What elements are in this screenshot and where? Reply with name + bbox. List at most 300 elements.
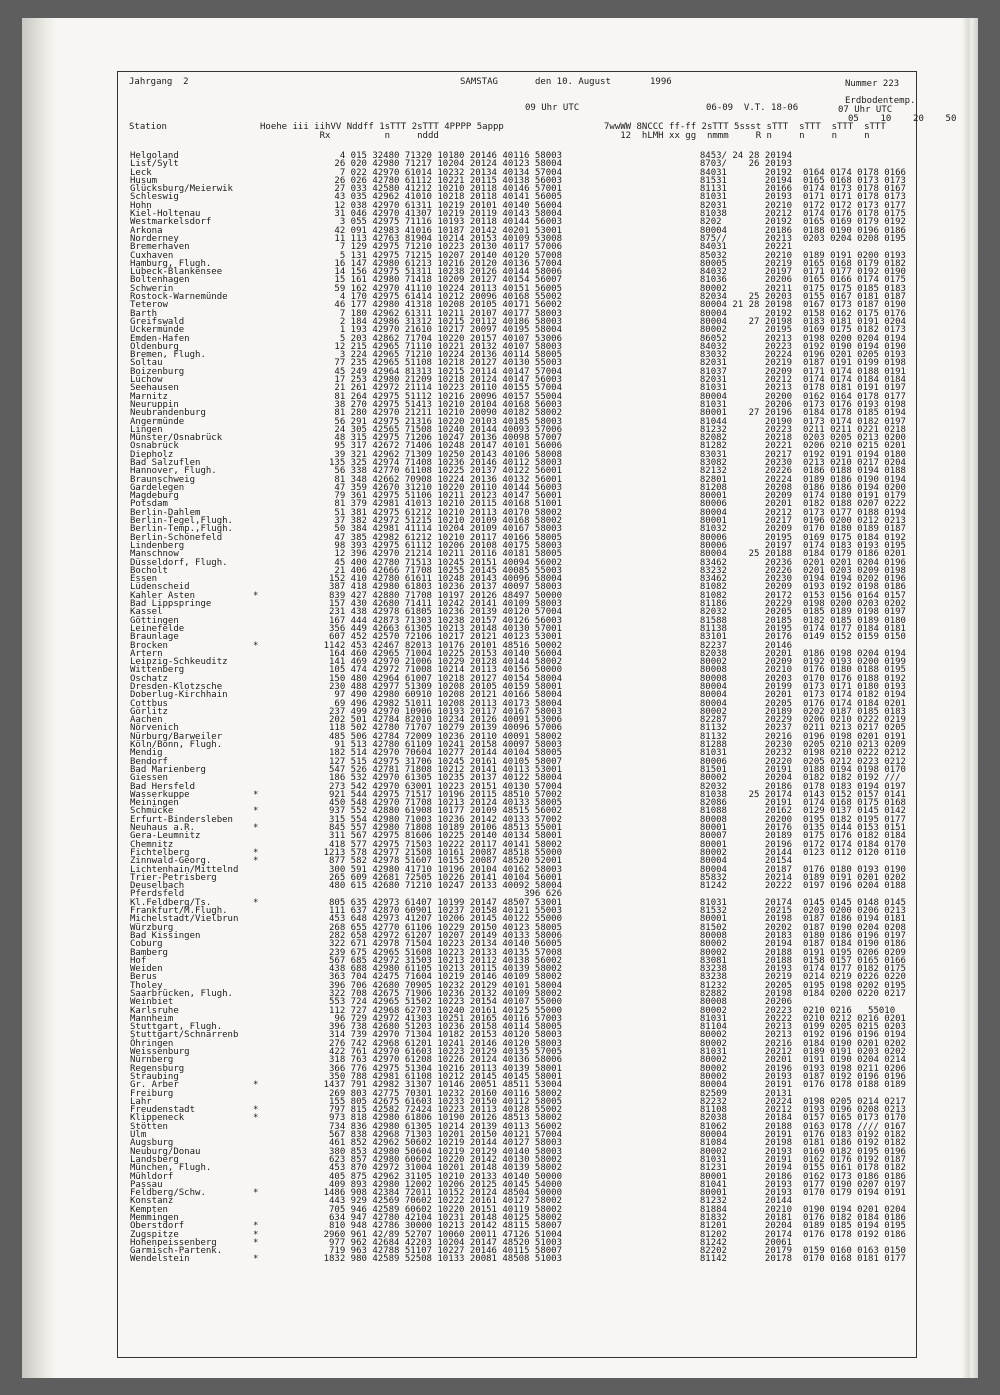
supplementary-values: 80007 20189: [699, 831, 792, 842]
station-name: Bad Kissingen: [130, 930, 201, 941]
station-name: Gr. Arber: [130, 1080, 179, 1091]
soil-temperatures: 0123 0112 0120 0110: [803, 847, 906, 858]
station-name: Wasserkuppe: [130, 789, 190, 800]
station-name: Passau: [130, 1179, 163, 1190]
station-name: Berlin-Schönefeld: [130, 532, 223, 543]
soil-temperatures: 0165 0166 0174 0175: [803, 275, 906, 286]
station-name: Dresden-Klotzsche: [130, 682, 223, 692]
soil-temperatures: 0196 0198 0201 0191: [803, 731, 906, 742]
supplementary-values: 80002 20193: [699, 1071, 792, 1082]
supplementary-values: 82509 20131: [699, 1088, 792, 1099]
synop-values: 282 658 42972 61207 10207 20149 40133 58006: [329, 930, 562, 941]
station-name: Marnitz: [130, 391, 168, 402]
soil-temperatures: 0172 0174 0184 0170: [803, 839, 906, 850]
supplementary-values: 80004 20187: [699, 864, 792, 875]
station-name: Karlsruhe: [130, 1005, 179, 1016]
soil-temperatures: 0182 0188 0207 0222: [803, 499, 906, 510]
station-name: Bendorf: [130, 756, 168, 767]
station-name: Rostock-Warnemünde: [130, 292, 228, 303]
station-name: Trier-Petrisberg: [130, 872, 217, 883]
synop-values: 239 675 42965 51608 10223 20133 40135 57008: [329, 947, 562, 958]
synop-values: 12 038 42970 61311 10219 20101 40140 56004: [334, 200, 562, 211]
supplementary-values: 81201 20204: [699, 1221, 792, 1232]
synop-values: 1486 908 42384 72011 10152 20124 48504 50000: [323, 1188, 562, 1199]
supplementary-values: 81038 20212: [699, 209, 792, 220]
synop-values: 95 317 42672 71406 10248 20147 40101 56006: [334, 441, 562, 452]
soil-temperatures: 0196 0200 0212 0213: [803, 516, 906, 527]
synop-values: 5 131 42975 71215 10207 20140 40120 57008: [339, 250, 562, 261]
synop-values: 56 338 42770 61108 10225 20137 40122 56001: [334, 466, 562, 477]
synop-values: 1213 578 42977 21508 10161 20087 48518 55000: [323, 847, 562, 858]
supplementary-values: 81208 20208: [699, 482, 792, 493]
soil-temperatures: 0205 0212 0223 0212: [803, 756, 906, 767]
supplementary-values: 81104 20213: [699, 1022, 792, 1033]
synop-values: 112 727 42968 62703 10240 20161 40125 55000: [329, 1005, 562, 1016]
station-name: Leinefelde: [130, 623, 185, 634]
station-name: Oberstdorf: [130, 1221, 185, 1232]
supplementary-values: 81031 20174: [699, 897, 792, 908]
synop-values: 69 496 42982 51011 10208 20113 40173 58004: [334, 698, 562, 709]
supplementary-values: 81037 20209: [699, 366, 792, 377]
supplementary-values: 80006 20220: [699, 756, 792, 767]
station-name: Boizenburg: [130, 366, 185, 377]
soil-temperatures: 0171 0177 0192 0190: [803, 267, 906, 278]
supplementary-values: 81041 20193: [699, 1179, 792, 1190]
soil-temperatures: 0198 0200 0204 0194: [803, 333, 906, 344]
station-name: München, Flugh.: [130, 1163, 212, 1174]
mountain-marker: *: [253, 1254, 259, 1265]
soil-temperatures: 0149 0152 0159 0150: [803, 632, 906, 643]
soil-temperatures: 0169 0175 0182 0173: [803, 325, 906, 336]
synop-values: 845 557 42980 71808 10189 20106 48513 55001: [329, 823, 562, 834]
soil-temperatures: 0157 0165 0173 0170: [803, 1113, 906, 1124]
synop-values: 937 552 42880 61908 10177 20109 48515 56002: [329, 806, 562, 817]
supplementary-values: 82801 20224: [699, 474, 792, 485]
station-name: Landsberg: [130, 1154, 179, 1165]
synop-values: 3 224 42965 71210 10224 20136 40114 58005: [339, 350, 562, 361]
synop-values: 2 184 42986 31312 10215 20112 40186 58003: [339, 316, 562, 327]
station-name: Tholey: [130, 980, 163, 991]
station-name: Lingen: [130, 424, 163, 435]
synop-values: 607 452 42570 72106 10217 20121 40123 53001: [329, 632, 562, 643]
synop-values: 47 359 42670 31210 10220 20110 40144 56003: [334, 482, 562, 493]
station-name: Schwerin: [130, 283, 174, 294]
supplementary-values: 80002 20189: [699, 706, 792, 717]
station-name: Lüdenscheid: [130, 582, 190, 593]
supplementary-values: 81082 20172: [699, 590, 792, 601]
soil-temperatures: 0173 0174 0182 0194: [803, 690, 906, 701]
station-name: Nürburg/Barweiler: [130, 731, 223, 742]
supplementary-values: 80002 20216: [699, 1038, 792, 1049]
soil-temperatures: 0176 0180 0188 0195: [803, 665, 906, 676]
supplementary-values: 84032 20197: [699, 267, 792, 278]
station-name: Weinbiet: [130, 997, 174, 1008]
supplementary-values: 81186 20229: [699, 599, 792, 610]
station-name: Freudenstadt: [130, 1105, 196, 1116]
station-name: Kl.Feldberg/Ts.: [130, 897, 212, 908]
synop-values: 59 162 42970 41110 10224 20113 40151 56005: [334, 283, 562, 294]
synop-values: 12 396 42970 21214 10211 20116 40181 58005: [334, 549, 562, 560]
synop-values: 315 554 42980 71003 10236 20142 40133 57002: [329, 814, 562, 825]
synop-values: 839 427 42880 71708 10197 20126 48497 50000: [329, 590, 562, 601]
weekday-label: SAMSTAG: [460, 77, 498, 87]
synop-values: 118 502 42780 71707 10279 20139 40096 57006: [329, 723, 562, 734]
soil-temperatures: 0193 0192 0198 0186: [803, 582, 906, 593]
station-name: Zugspitze: [130, 1229, 179, 1240]
station-name: Kahler Asten: [130, 590, 196, 601]
supplementary-values: 83101 20176: [699, 632, 792, 643]
station-name: Magdeburg: [130, 491, 179, 502]
soil-temperatures: 0175 0176 0182 0184: [803, 831, 906, 842]
binding-gutter: [22, 18, 56, 1378]
station-name: Berlin-Temp.,Flugh.: [130, 524, 233, 535]
synop-values: 350 788 42981 61108 10212 20145 40145 58001: [329, 1071, 562, 1082]
supplementary-values: 86052 20213: [699, 333, 792, 344]
supplementary-values: 81031 20232: [699, 748, 792, 759]
supplementary-values: 83462 20236: [699, 557, 792, 568]
soil-temperatures: 0184 0178 0185 0194: [803, 408, 906, 419]
synop-values: 186 532 42970 61305 10235 20137 40122 58004: [329, 773, 562, 784]
date-label: den 10. August: [535, 77, 611, 87]
supplementary-values: 81062 20188: [699, 1121, 792, 1132]
obs-time-heading: 09 Uhr UTC: [525, 103, 580, 113]
supplementary-values: 80004 20212: [699, 507, 792, 518]
station-name: Lindenberg: [130, 540, 185, 551]
soil-temperatures: 0162 0176 0192 0187: [803, 1154, 906, 1165]
supplementary-values: 80008 20183: [699, 930, 792, 941]
station-name: Gera-Leumnitz: [130, 831, 201, 842]
supplementary-values: 81132 20237: [699, 723, 792, 734]
synop-values: 322 671 42978 71504 10223 20134 40140 56005: [329, 939, 562, 950]
synop-values: 50 384 42981 41114 10204 20109 40167 58003: [334, 524, 562, 535]
supplementary-values: 82202 20179: [699, 1246, 792, 1257]
soil-temperatures: 0165 0168 0173 0173: [803, 175, 906, 186]
supplementary-values: 82032 20205: [699, 607, 792, 618]
supplementary-values: 80001 20209: [699, 491, 792, 502]
supplementary-values: 81084 20198: [699, 1138, 792, 1149]
station-name: Kiel-Holtenau: [130, 209, 201, 220]
synop-values: 56 291 42975 21316 10220 20103 40185 58003: [334, 416, 562, 427]
synop-values: 973 818 42980 61806 10190 20126 48513 58002: [329, 1113, 562, 1124]
supplementary-values: 81532 20215: [699, 906, 792, 917]
soil-temperatures: 0162 0173 0186 0186: [803, 1171, 906, 1182]
synop-values: 111 637 42870 60901 10237 20158 40121 55003: [329, 906, 562, 917]
soil-temperatures: 0187 0190 0204 0208: [803, 922, 906, 933]
station-name: Mendig: [130, 748, 163, 759]
soil-temperatures: 0180 0186 0196 0197: [803, 930, 906, 941]
supplementary-values: 80004 25 20188: [699, 549, 792, 560]
station-name: Uckermünde: [130, 325, 185, 336]
synop-values: 51 381 42975 61212 10210 20113 40170 58002: [334, 507, 562, 518]
supplementary-values: 81031 20206: [699, 399, 792, 410]
supplementary-values: 82287 20229: [699, 715, 792, 726]
station-name: Memmingen: [130, 1213, 179, 1223]
station-name: Fichtelberg: [130, 847, 190, 858]
soil-temperatures: 0213 0210 0217 0204: [803, 457, 906, 468]
synop-values: 21 261 42972 21114 10223 20110 40155 57004: [334, 383, 562, 394]
station-name: Erfurt-Bindersleben: [130, 814, 233, 825]
supplementary-values: 81032 20209: [699, 524, 792, 535]
soil-temperatures: 0170 0180 0189 0187: [803, 524, 906, 535]
synop-values: 26 026 42780 61112 10221 20115 40138 56003: [334, 175, 562, 186]
station-name: Angermünde: [130, 416, 185, 427]
station-name: Regensburg: [130, 1063, 185, 1074]
synop-values: 810 948 42786 30000 10213 20142 48115 58007: [329, 1221, 562, 1232]
synop-values: 152 410 42780 61611 10248 20143 40096 58004: [329, 574, 562, 585]
soil-temperatures: 0174 0177 0182 0175: [803, 964, 906, 975]
station-name: Hohn: [130, 200, 152, 211]
soil-temperatures: 0191 0195 0206 0209: [803, 947, 906, 958]
supplementary-values: 80001 20193: [699, 1188, 792, 1199]
soil-temperatures: 0192 0196 0196 0194: [803, 1030, 906, 1041]
right-column-codes: 7wwWW 8NCCC ff-ff 2sTTT 5ssst sTTT sTTT sTTT sTTT: [604, 122, 886, 132]
station-name: Wendelstein: [130, 1254, 190, 1265]
supplementary-values: 81242 20061: [699, 1237, 792, 1248]
synop-values: 17 253 42980 21209 10218 20124 40147 56003: [334, 375, 562, 386]
soil-temperatures: 0187 0186 0194 0181: [803, 914, 906, 925]
station-name: Feldberg/Schw.: [130, 1188, 206, 1199]
station-name: Freiburg: [130, 1088, 174, 1099]
station-name: Bremen, Flugh.: [130, 350, 206, 361]
station-name: Bad Lippspringe: [130, 599, 212, 610]
synop-values: 322 708 42675 71906 10236 20132 40109 58002: [329, 988, 562, 999]
soil-temperatures: 0185 0189 0198 0197: [803, 607, 906, 618]
station-name: Neubrandenburg: [130, 408, 206, 419]
supplementary-values: 81036 20206: [699, 275, 792, 286]
synop-values: 2960 961 42/89 52707 10060 20011 47126 51004: [323, 1229, 562, 1240]
soil-temperatures: 0189 0191 0200 0193: [803, 250, 906, 261]
station-name: Pferdsfeld: [130, 889, 185, 900]
station-name: Norderney: [130, 233, 179, 244]
soil-temperatures: 0195 0198 0202 0195: [803, 980, 906, 991]
synop-values: 623 857 42980 60602 10220 20142 40130 58002: [329, 1154, 562, 1165]
station-name: Leck: [130, 167, 152, 178]
supplementary-values: 80008 20203: [699, 673, 792, 684]
synop-values: 438 688 42980 61105 10213 20115 40139 58002: [329, 964, 562, 975]
station-name: Giessen: [130, 773, 168, 784]
synop-values: 3 055 42975 71116 10193 20118 40144 56003: [339, 217, 562, 228]
supplementary-values: 83031 20217: [699, 449, 792, 460]
soil-temperatures: 0203 0205 0213 0200: [803, 433, 906, 444]
station-name: Oschatz: [130, 673, 168, 684]
jahrgang-label: Jahrgang 2: [129, 77, 189, 87]
station-name: Oldenburg: [130, 341, 179, 352]
synop-values: 396 738 42680 51203 10236 20158 40114 58005: [329, 1022, 562, 1033]
synop-values: 91 513 42780 61109 10241 20158 40097 58003: [334, 740, 562, 751]
supplementary-values: 81108 20212: [699, 1105, 792, 1116]
synop-values: 37 382 42972 51215 10210 20109 40168 58002: [334, 516, 562, 527]
station-name: Seehausen: [130, 383, 179, 394]
station-name: Bremerhaven: [130, 242, 190, 253]
synop-values: 135 325 42974 71408 10236 20146 40112 58003: [329, 457, 562, 468]
soil-temperatures: 0188 0190 0196 0186: [803, 225, 906, 236]
soil-temperatures: 0145 0145 0148 0145: [803, 897, 906, 908]
supplementary-values: 81142 20178: [699, 1254, 792, 1265]
soil-temperatures: 0206 0210 0222 0219: [803, 715, 906, 726]
synop-values: 97 490 42980 60910 10208 20121 40166 58004: [334, 690, 562, 701]
supplementary-values: 82031 20212: [699, 375, 792, 386]
synop-values: 81 348 42662 70908 10224 20136 40132 56001: [334, 474, 562, 485]
soil-temperatures: 0198 0205 0214 0217: [803, 1096, 906, 1107]
supplementary-values: 81202 20174: [699, 1229, 792, 1240]
station-name: Neuhaus a.R.: [130, 823, 196, 834]
soil-temperatures: 0214 0219 0226 0220: [803, 972, 906, 983]
soil-temperatures: 0176 0183 0192 0182: [803, 1130, 906, 1141]
synop-values: 300 591 42980 41710 10196 20104 40162 58003: [329, 864, 562, 875]
supplementary-values: 80006 20197: [699, 540, 792, 551]
mountain-marker: *: [253, 1221, 259, 1232]
soil-temperatures: 0192 0191 0194 0180: [803, 449, 906, 460]
station-name: Görlitz: [130, 706, 168, 717]
soil-temperatures: 0182 0185 0189 0180: [803, 615, 906, 626]
soil-temperatures: 0174 0177 0184 0181: [803, 623, 906, 634]
station-name: List/Sylt: [130, 159, 179, 170]
mountain-marker: *: [253, 806, 259, 817]
soil-temperatures: 0165 0169 0179 0192: [803, 217, 906, 228]
synop-values: 634 947 42780 42104 10231 20148 40125 58002: [329, 1213, 562, 1223]
station-name: Doberlug-Kirchhain: [130, 690, 228, 701]
soil-temperatures: 0201 0201 0204 0196: [803, 557, 906, 568]
supplementary-values: 80002 20204: [699, 773, 792, 784]
soil-temperatures: 0169 0175 0184 0192: [803, 532, 906, 543]
supplementary-values: 80002 20211: [699, 283, 792, 294]
soil-temperatures: 0197 0196 0204 0188: [803, 881, 906, 892]
synop-values: 38 270 42975 51413 10210 20104 40168 56003: [334, 399, 562, 410]
soil-temperatures: 0174 0183 0193 0195: [803, 540, 906, 551]
synop-values: 231 438 42978 61805 10236 20139 40120 57004: [329, 607, 562, 618]
soil-temperatures: 0184 0179 0186 0201: [803, 549, 906, 560]
soil-temperatures: 0189 0191 0203 0202: [803, 1047, 906, 1058]
soil-temperatures: 0201 0203 0209 0198: [803, 565, 906, 576]
synop-values: 273 542 42970 63001 10223 20151 40130 57004: [329, 781, 562, 792]
station-name: Aachen: [130, 715, 163, 726]
supplementary-values: 82132 20226: [699, 466, 792, 477]
synop-values: 77 235 42965 51108 10218 20127 40130 55003: [334, 358, 562, 369]
station-name: Bad Salzuflen: [130, 457, 201, 468]
station-name: Helgoland: [130, 151, 179, 161]
supplementary-values: 80002 20144: [699, 847, 792, 858]
synop-values: 268 655 42770 61106 10229 20150 40123 58005: [329, 922, 562, 933]
supplementary-values: 81232 20223: [699, 424, 792, 435]
soil-temperatures: 0196 0201 0205 0193: [803, 350, 906, 361]
synop-values: 11 113 42763 81904 10214 20153 40109 53008: [334, 233, 562, 244]
soil-temperatures: 0186 0198 0204 0194: [803, 648, 906, 659]
soil-temperatures: 0155 0161 0178 0182: [803, 1163, 906, 1174]
synop-values: 5 203 42862 71704 10220 20157 40107 53006: [339, 333, 562, 344]
synop-values: 7 129 42975 71210 10223 20130 40117 57006: [339, 242, 562, 253]
supplementary-values: 84032 20223: [699, 341, 792, 352]
soil-temperatures: 0187 0192 0196 0196: [803, 1071, 906, 1082]
supplementary-values: 81232 20144: [699, 1196, 792, 1207]
station-name: Hohenpeissenberg: [130, 1237, 217, 1248]
synop-values: 39 321 42962 71309 10250 20143 40106 58008: [334, 449, 562, 460]
soil-temperatures: 0143 0152 0157 0141: [803, 789, 906, 800]
station-name: Lüchow: [130, 375, 163, 386]
soil-temperatures: 0186 0186 0194 0200: [803, 482, 906, 493]
synop-values: 24 305 42565 71508 10240 20144 40093 57006: [334, 424, 562, 435]
soil-time-heading: 07 Uhr UTC: [838, 105, 893, 115]
supplementary-values: 82038 20201: [699, 648, 792, 659]
soil-temperatures: 0158 0157 0165 0166: [803, 955, 906, 966]
synop-values: 4 170 42975 61414 10212 20096 40168 55002: [339, 292, 562, 303]
soil-temperatures: 0173 0174 0182 0197: [803, 416, 906, 427]
station-name: Augsburg: [130, 1138, 174, 1149]
mountain-marker: *: [253, 897, 259, 908]
synop-values: 366 776 42975 51304 10216 20113 40139 58001: [329, 1063, 562, 1074]
soil-temperatures: 0176 0178 0188 0189: [803, 1080, 906, 1091]
synop-values: 719 963 42788 51107 10227 20146 40115 58007: [329, 1246, 562, 1257]
synop-values: 164 460 42965 71004 10225 20153 40140 56004: [329, 648, 562, 659]
soil-temperatures: 0206 0210 0215 0201: [803, 441, 906, 452]
synop-values: 46 177 42980 41318 10208 20105 40171 56002: [334, 300, 562, 311]
synop-values: 567 685 42972 31503 10213 20112 40138 56002: [329, 955, 562, 966]
supplementary-values: 8453/ 24 28 20194: [699, 151, 792, 161]
station-name: Soltau: [130, 358, 163, 369]
supplementary-values: 82082 20218: [699, 433, 792, 444]
synop-values: 237 499 42970 10906 10193 20117 40167 58003: [329, 706, 562, 717]
mountain-marker: *: [253, 1229, 259, 1240]
supplementary-values: 80004 20201: [699, 690, 792, 701]
supplementary-values: 80006 20195: [699, 532, 792, 543]
soil-temperatures: 0176 0174 0184 0201: [803, 698, 906, 709]
supplementary-values: 80002 20193: [699, 1146, 792, 1157]
synop-values: 150 480 42964 61007 10218 20127 40154 58004: [329, 673, 562, 684]
soil-temperatures: 0195 0182 0195 0177: [803, 814, 906, 825]
supplementary-data-column: [612, 152, 792, 1264]
supplementary-values: 81502 20202: [699, 922, 792, 933]
supplementary-values: 81088 20162: [699, 806, 792, 817]
supplementary-values: 80001 20217: [699, 516, 792, 527]
supplementary-values: 83081 20188: [699, 955, 792, 966]
station-name: Bocholt: [130, 565, 168, 576]
mountain-marker: *: [253, 847, 259, 858]
station-name: Diepholz: [130, 449, 174, 460]
synop-values: 977 962 42684 42203 10204 20147 48520 51003: [329, 1237, 562, 1248]
station-name: Stötten: [130, 1121, 168, 1132]
synop-values: 450 548 42970 71708 10213 20124 40133 58005: [329, 798, 562, 809]
soil-temperatures: 0189 0185 0194 0195: [803, 1221, 906, 1232]
station-name: Münster/Osnabrück: [130, 433, 223, 444]
synop-values: 45 249 42964 81313 10215 20114 40147 57004: [334, 366, 562, 377]
station-name: Saarbrücken, Flugh.: [130, 988, 233, 999]
supplementary-values: 81282 20221: [699, 441, 792, 452]
supplementary-values: 80004 20186: [699, 225, 792, 236]
station-name: Mannheim: [130, 1013, 174, 1024]
left-column-codes-2: Rx n nddd: [260, 131, 439, 141]
soil-temperatures: 0169 0182 0195 0196: [803, 1146, 906, 1157]
station-name: Lahr: [130, 1096, 152, 1107]
synop-values: 485 506 42784 72009 10236 20110 40091 58002: [329, 731, 562, 742]
soil-temperatures: 0135 0144 0153 0151: [803, 823, 906, 834]
supplementary-values: 81031 20191: [699, 1154, 792, 1165]
synop-values: 26 020 42980 71217 10204 20124 40123 58004: [334, 159, 562, 170]
supplementary-values: 80002 20188: [699, 947, 792, 958]
supplementary-values: 81531 20194: [699, 175, 792, 186]
synop-values: 705 946 42589 60602 10220 20151 40119 58002: [329, 1204, 562, 1215]
supplementary-values: 82032 20186: [699, 781, 792, 792]
supplementary-values: 81231 20194: [699, 1163, 792, 1174]
synop-values: 805 635 42973 61407 10199 20147 48507 53001: [329, 897, 562, 908]
station-name: Zinnwald-Georg.: [130, 856, 212, 867]
station-name: Nürnberg: [130, 1055, 174, 1066]
synop-values: 7 180 42962 61311 10211 20107 40177 58003: [339, 308, 562, 319]
supplementary-values: 80004 20191: [699, 1130, 792, 1141]
soil-temperatures: 0183 0181 0191 0204: [803, 316, 906, 327]
synop-values: 318 763 42970 61208 10226 20124 40136 58006: [329, 1055, 562, 1066]
soil-temperatures: 0174 0168 0175 0168: [803, 798, 906, 809]
soil-temperatures: 0192 0190 0194 0190: [803, 341, 906, 352]
station-name: Meiningen: [130, 798, 179, 809]
